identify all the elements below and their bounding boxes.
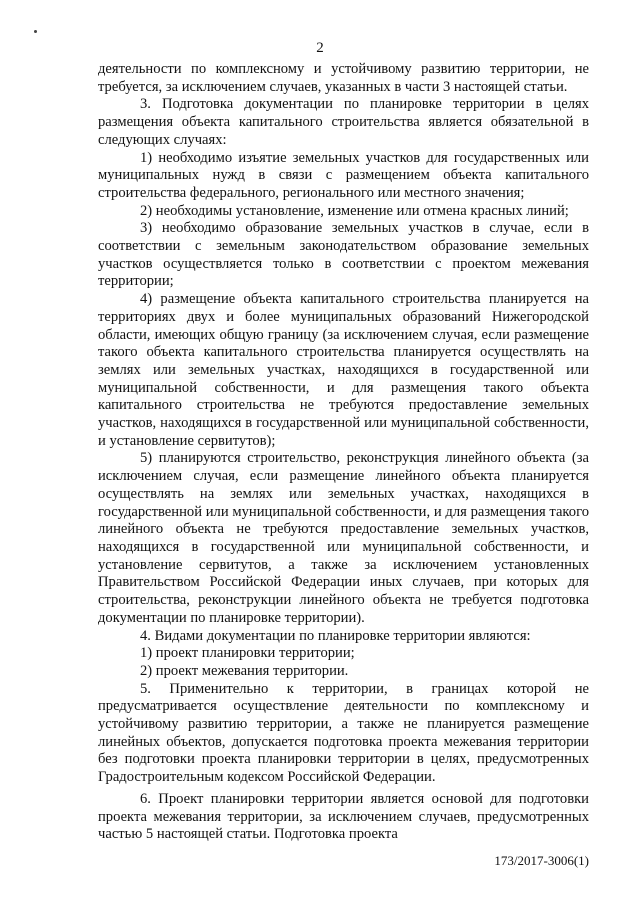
document-body <box>98 61 589 844</box>
paragraph-2: 3. Подготовка документации по планировке территории в целях размещения объекта капитального строительства является обязательной в следующих случаях: <box>98 96 589 148</box>
paragraph-7: 5) планируются строительство, реконструкция линейного объекта (за исключением случая, если размещение линейного объекта планируется осуществлять на землях или земельных участках, находящихся в государственной или муниципальной собственности, и для размещения такого линейного объекта не требуются предоставление земельных участков, находящихся в государственной или муниципальной собственности, и установление сервитутов, а также за исключением установленных Правительством Российской Федерации иных случаев, при которых для строительства, реконструкции линейного объекта не требуется подготовка документации по планировке территории). <box>98 450 589 626</box>
paragraph-4: 2) необходимы установление, изменение или отмена красных линий; <box>140 202 569 219</box>
scan-speck <box>34 30 37 33</box>
page-number: 2 <box>316 40 324 56</box>
paragraph-3: 1) необходимо изъятие земельных участков для государственных или муниципальных нужд в связи с размещением объекта капитального строительства федерального, регионального или местного значения; <box>98 149 589 201</box>
document-code: 173/2017-3006(1) <box>494 853 589 868</box>
paragraph-12: 6. Проект планировки территории является основой для подготовки проекта межевания территории, за исключением случаев, предусмотренных частью 5 настоящей статьи. Подготовка проекта <box>98 790 589 843</box>
paragraph-9: 1) проект планировки территории; <box>140 645 355 662</box>
paragraph-8: 4. Видами документации по планировке территории являются: <box>140 627 531 644</box>
paragraph-1: деятельности по комплексному и устойчивому развитию территории, не требуется, за исключением случаев, указанных в части 3 настоящей статьи. <box>98 61 589 95</box>
paragraph-5: 3) необходимо образование земельных участков в случае, если в соответствии с земельным законодательством образование земельных участков осуществляется только в соответствии с проектом межевания территории; <box>98 220 589 290</box>
paragraph-10: 2) проект межевания территории. <box>140 662 349 679</box>
paragraph-6: 4) размещение объекта капитального строительства планируется на территориях двух и более муниципальных образований Нижегородской области, имеющих общую границу (за исключением случая, если размещение такого объекта капитального строительства планируется осуществлять на землях или земельных участках, находящихся в государственной или муниципальной собственности, и для размещения такого объекта капитального строительства не требуются предоставление земельных участков, находящихся в государственной или муниципальной собственности, и установление сервитутов); <box>98 291 589 449</box>
paragraph-11: 5. Применительно к территории, в границах которой не предусматривается осуществление деятельности по комплексному и устойчивому развитию территории, а также не планируется размещение линейных объектов, допускается подготовка проекта межевания территории без подготовки проекта планировки территории в целях, предусмотренных Градостроительным кодексом Российской Федерации. <box>98 680 589 786</box>
